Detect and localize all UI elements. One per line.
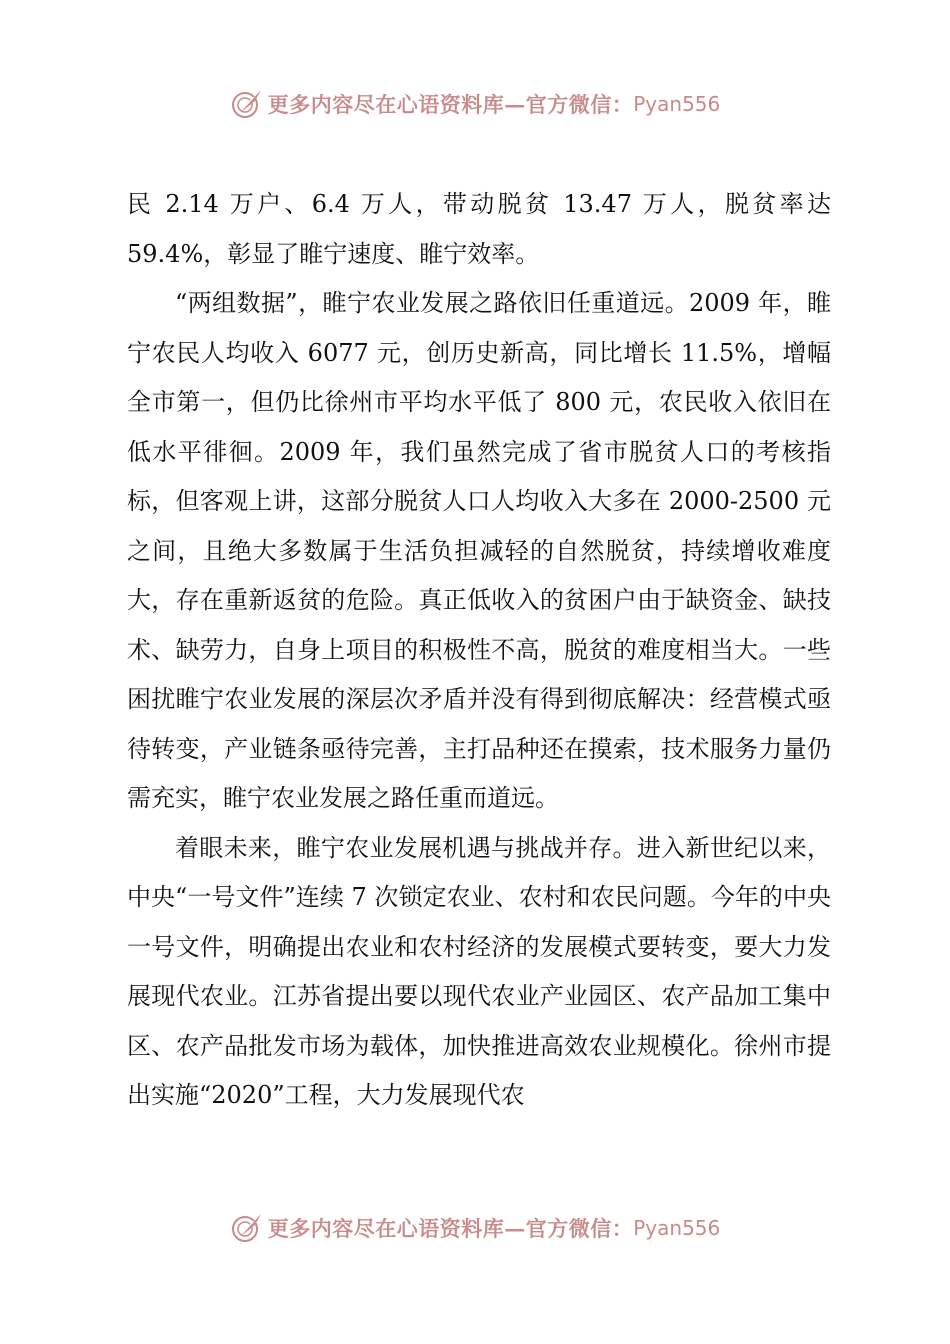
- footer-banner-text: 更多内容尽在心语资料库—官方微信：: [267, 1216, 634, 1241]
- paragraph-2: “两组数据”，睢宁农业发展之路依旧任重道远。2009 年，睢宁农民人均收入 6077 元，创历史新高，同比增长 11.5%，增幅全市第一，但仍比徐州市平均水平低了 800 元，农民收入依旧在低水平徘徊。2009 年，我们虽然完成了省市脱贫人口的考核指标，但客观上讲，这部分脱贫人口人均收入大多在 2000-2500 元之间，且绝大多数属于生活负担减轻的自然脱贫，持续增收难度大，存在重新返贫的危险。真正低收入的贫困户由于缺资金、缺技术、缺劳力，自身上项目的积极性不高，脱贫的难度相当大。一些困扰睢宁农业发展的深层次矛盾并没有得到彻底解决：经营模式亟待转变，产业链条亟待完善，主打品种还在摸索，技术服务力量仍需充实，睢宁农业发展之路任重而道远。: [127, 289, 831, 812]
- document-body: [127, 180, 831, 1121]
- paragraph-3: 着眼未来，睢宁农业发展机遇与挑战并存。进入新世纪以来，中央“一号文件”连续 7 次锁定农业、农村和农民问题。今年的中央一号文件，明确提出农业和农村经济的发展模式要转变，要大力发展现代农业。江苏省提出要以现代农业产业园区、农产品加工集中区、农产品批发市场为载体，加快推进高效农业规模化。徐州市提出实施“2020”工程，大力发展现代农: [127, 833, 831, 1109]
- footer-banner: [0, 1208, 950, 1248]
- header-banner-content: [230, 87, 721, 121]
- quill-logo-icon: [230, 87, 264, 121]
- paragraph-1: 民 2.14 万户、6.4 万人，带动脱贫 13.47 万人，脱贫率达 59.4%，彰显了睢宁速度、睢宁效率。: [127, 190, 831, 268]
- footer-banner-contact: Pyan556: [633, 1216, 721, 1240]
- header-banner: [0, 84, 950, 124]
- header-banner-contact: Pyan556: [633, 92, 721, 116]
- quill-logo-icon: [230, 1211, 264, 1245]
- footer-banner-content: [230, 1211, 721, 1245]
- header-banner-text: 更多内容尽在心语资料库—官方微信：: [267, 92, 634, 117]
